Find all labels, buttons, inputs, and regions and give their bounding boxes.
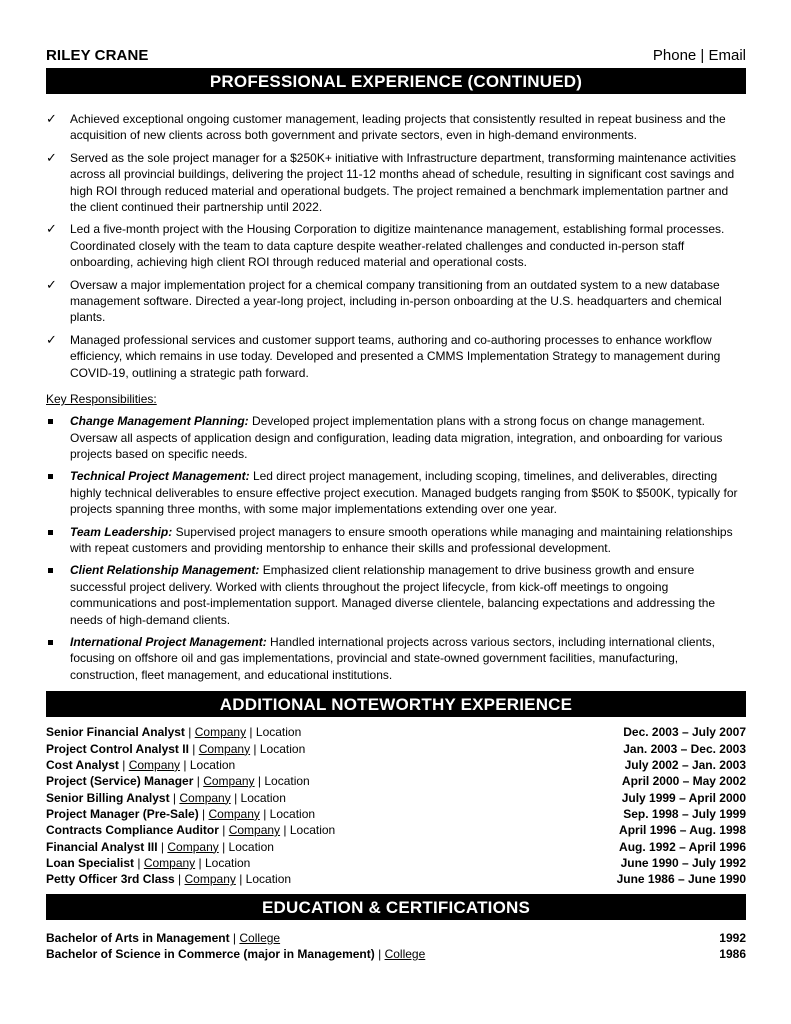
company-link: Company	[194, 725, 247, 740]
school-link: College	[384, 946, 426, 961]
responsibility-item: Team Leadership: Supervised project managers to ensure smooth operations while managing and maintaining relationships with repeat customers and providing mentorship to enhance their skills and professional development.	[46, 524, 746, 557]
job-list	[46, 724, 746, 887]
job-dates: Jan. 2003 – Dec. 2003	[623, 741, 746, 756]
job-dates: June 1990 – July 1992	[620, 855, 746, 870]
job-row: Financial Analyst III | Company | Location Aug. 1992 – April 1996	[46, 839, 746, 854]
company-link: Company	[198, 741, 251, 756]
square-bullet-icon	[48, 530, 53, 535]
achievement-item: ✓ Served as the sole project manager for a $250K+ initiative with Infrastructure department, transforming maintenance activities across all provincial buildings, delivering the project 11-12 months ahead of schedule, resulting in significant cost savings and high ROI through reduced material and operational budgets. The project remained a benchmark implementation partner and the client continued their partnership until 2022.	[46, 149, 737, 215]
job-row: Senior Billing Analyst | Company | Location July 1999 – April 2000	[46, 790, 746, 805]
company-link: Company	[128, 757, 181, 772]
section-header-experience: PROFESSIONAL EXPERIENCE (CONTINUED)	[46, 68, 746, 94]
achievement-item: ✓ Managed professional services and customer support teams, authoring and co-authoring processes to enhance workflow efficiency, which remains in use today. Developed and presented a CMMS Implementation Strategy to management during COVID-19, outlining a strategic path forward.	[46, 331, 721, 380]
key-responsibilities-title: Key Responsibilities:	[46, 392, 157, 407]
achievement-item: ✓ Led a five-month project with the Housing Corporation to digitize maintenance management, establishing formal processes. Coordinated closely with the team to data capture despite weather-related challenges and conducted in-person staff onboarding, achieving high client ROI through reduced material and operational costs.	[46, 221, 725, 270]
job-dates: April 2000 – May 2002	[621, 774, 746, 789]
check-icon: ✓	[46, 331, 57, 347]
company-link: Company	[143, 855, 196, 870]
achievement-list	[46, 111, 746, 381]
header	[46, 46, 746, 66]
job-row: Project Manager (Pre-Sale) | Company | Location Sep. 1998 – July 1999	[46, 806, 746, 821]
company-link: Company	[167, 839, 219, 854]
education-year: 1992	[719, 930, 746, 945]
check-icon: ✓	[46, 276, 57, 292]
achievement-item: ✓ Oversaw a major implementation project for a chemical company transitioning from an outdated system to a new database management software. Directed a year-long project, including in-person onboarding at the U.S. headquarters and chemical plants.	[46, 276, 722, 325]
achievement-item: ✓ Achieved exceptional ongoing customer management, leading projects that consistently resulted in repeat business and the acquisition of new clients across both government and private sectors, even in high-demand environments.	[46, 111, 726, 143]
job-dates: April 1996 – Aug. 1998	[619, 823, 746, 838]
resume-page	[46, 46, 746, 962]
candidate-name: RILEY CRANE	[46, 47, 149, 64]
job-row: Contracts Compliance Auditor | Company | Location April 1996 – Aug. 1998	[46, 823, 746, 838]
company-link: Company	[184, 872, 236, 887]
job-row: Loan Specialist | Company | Location June 1990 – July 1992	[46, 855, 746, 870]
job-dates: Aug. 1992 – April 1996	[619, 839, 746, 854]
responsibility-item: Client Relationship Management: Emphasized client relationship management to drive business growth and ensure successful project delivery. Worked with clients throughout the project lifecycle, from kick-off meetings to ongoing communications and post-implementation support. Managed diverse clientele, balancing expectations and addressing the needs of high-demand clients.	[46, 562, 746, 628]
education-list	[46, 930, 746, 963]
education-row: Bachelor of Arts in Management | College 1992	[46, 930, 746, 945]
responsibility-item: International Project Management: Handled international projects across various sectors, including international clients, focusing on offshore oil and gas implementations, provincial and state-owned government facilities, manufacturing, construction, fleet management, and educational institutions.	[46, 634, 746, 683]
check-icon: ✓	[46, 149, 57, 165]
responsibility-item: Change Management Planning: Developed project implementation plans with a strong focus on change management. Oversaw all aspects of application design and configuration, leading data migration, integration, and onboarding for various projects based on specific needs.	[46, 413, 746, 462]
square-bullet-icon	[48, 419, 53, 424]
square-bullet-icon	[48, 474, 53, 479]
job-row: Petty Officer 3rd Class | Company | Location June 1986 – June 1990	[46, 872, 746, 887]
company-link: Company	[179, 790, 231, 805]
section-header-additional: ADDITIONAL NOTEWORTHY EXPERIENCE	[46, 691, 746, 717]
company-link: Company	[203, 774, 255, 789]
contact-info: Phone | Email	[652, 47, 746, 64]
education-row: Bachelor of Science in Commerce (major in Management) | College 1986	[46, 946, 746, 961]
responsibility-list	[46, 413, 746, 683]
job-row: Senior Financial Analyst | Company | Location Dec. 2003 – July 2007	[46, 725, 746, 740]
section-header-education: EDUCATION & CERTIFICATIONS	[46, 894, 746, 920]
company-link: Company	[228, 823, 281, 838]
job-row: Cost Analyst | Company | Location July 2002 – Jan. 2003	[46, 757, 746, 772]
school-link: College	[239, 930, 281, 945]
job-row: Project Control Analyst II | Company | Location Jan. 2003 – Dec. 2003	[46, 741, 746, 756]
square-bullet-icon	[48, 568, 53, 573]
education-year: 1986	[719, 946, 746, 961]
job-dates: Dec. 2003 – July 2007	[623, 725, 746, 740]
check-icon: ✓	[46, 111, 57, 126]
square-bullet-icon	[48, 640, 53, 645]
check-icon: ✓	[46, 221, 57, 237]
job-dates: June 1986 – June 1990	[616, 872, 746, 887]
job-dates: Sep. 1998 – July 1999	[623, 806, 746, 821]
job-row: Project (Service) Manager | Company | Location April 2000 – May 2002	[46, 774, 746, 789]
responsibility-item: Technical Project Management: Led direct project management, including scoping, timelines, and deliverables, directing highly technical deliverables to ensure effective project execution. Managed budgets ranging from $50K to $500K, typically for projects spanning three months, with some major implementations extending over one year.	[46, 468, 746, 517]
company-link: Company	[208, 806, 260, 821]
job-dates: July 1999 – April 2000	[621, 790, 746, 805]
job-dates: July 2002 – Jan. 2003	[624, 757, 746, 772]
